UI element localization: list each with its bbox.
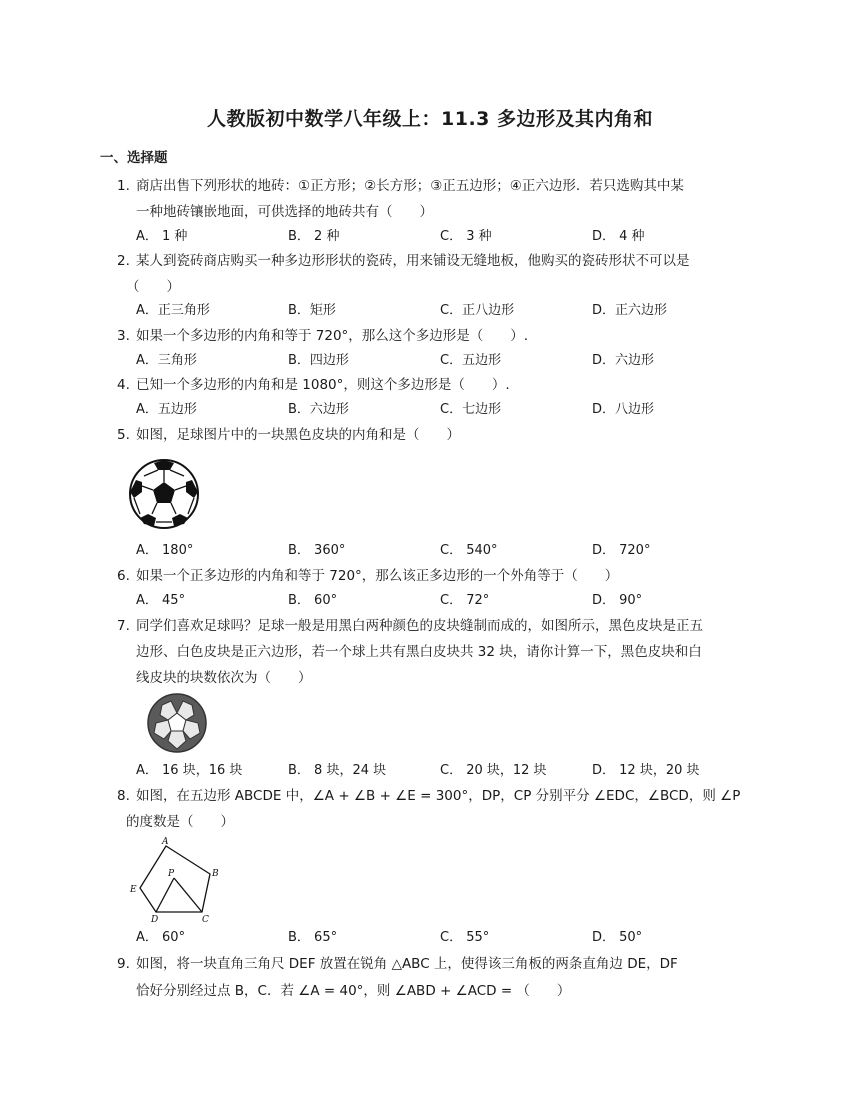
option-c: C． 20 块，12 块 bbox=[440, 763, 547, 778]
option-d: D． 12 块，20 块 bbox=[592, 763, 700, 778]
soccer-ball-figure bbox=[128, 458, 200, 530]
question-number: 8. bbox=[117, 788, 130, 804]
page-title: 人教版初中数学八年级上：11.3 多边形及其内角和 bbox=[207, 108, 653, 130]
option-b: B． 2 种 bbox=[288, 229, 340, 244]
option-a: A． 60° bbox=[136, 930, 186, 945]
question-text: （ ） bbox=[126, 279, 180, 295]
label-p: P bbox=[168, 869, 175, 879]
question-number: 5. bbox=[117, 427, 130, 443]
option-a: A．正三角形 bbox=[136, 303, 210, 318]
option-d: D． 90° bbox=[592, 593, 643, 608]
label-a: A bbox=[162, 837, 169, 847]
option-a: A．五边形 bbox=[136, 402, 197, 417]
question-text: 已知一个多边形的内角和是 1080°，则这个多边形是（ ）. bbox=[136, 377, 510, 393]
option-b: B． 60° bbox=[288, 593, 338, 608]
section-heading: 一、选择题 bbox=[100, 150, 168, 166]
question-text: 线皮块的块数依次为（ ） bbox=[136, 670, 312, 686]
option-c: C．五边形 bbox=[440, 353, 502, 368]
option-b: B．六边形 bbox=[288, 402, 349, 417]
question-text: 如图，足球图片中的一块黑色皮块的内角和是（ ） bbox=[136, 427, 460, 443]
option-d: D． 50° bbox=[592, 930, 643, 945]
label-b: B bbox=[212, 869, 219, 879]
option-a: A．三角形 bbox=[136, 353, 197, 368]
option-d: D．六边形 bbox=[592, 353, 655, 368]
option-c: C．七边形 bbox=[440, 402, 502, 417]
question-text: 的度数是（ ） bbox=[126, 814, 234, 830]
question-text: 如果一个多边形的内角和等于 720°，那么这个多边形是（ ）. bbox=[136, 328, 529, 344]
option-a: A． 1 种 bbox=[136, 229, 188, 244]
option-b: B． 360° bbox=[288, 543, 346, 558]
option-c: C． 3 种 bbox=[440, 229, 492, 244]
label-e: E bbox=[130, 885, 137, 895]
question-number: 7. bbox=[117, 618, 130, 634]
question-number: 9. bbox=[117, 956, 130, 972]
label-d: D bbox=[151, 915, 159, 922]
question-text: 恰好分别经过点 B，C．若 ∠A = 40°，则 ∠ABD + ∠ACD = （ ） bbox=[136, 983, 571, 999]
question-number: 2. bbox=[117, 253, 130, 269]
option-a: A． 16 块，16 块 bbox=[136, 763, 243, 778]
option-c: C． 72° bbox=[440, 593, 490, 608]
question-text: 某人到瓷砖商店购买一种多边形形状的瓷砖，用来铺设无缝地板，他购买的瓷砖形状不可以是 bbox=[136, 253, 690, 269]
soccer-ball-figure-gray bbox=[146, 693, 208, 753]
option-c: C． 55° bbox=[440, 930, 490, 945]
question-text: 商店出售下列形状的地砖：①正方形；②长方形；③正五边形；④正六边形．若只选购其中某 bbox=[136, 178, 684, 194]
option-c: C． 540° bbox=[440, 543, 498, 558]
question-text: 同学们喜欢足球吗？足球一般是用黑白两种颜色的皮块缝制而成的，如图所示，黑色皮块是正五 bbox=[136, 618, 703, 634]
question-number: 4. bbox=[117, 377, 130, 393]
option-d: D． 720° bbox=[592, 543, 651, 558]
option-d: D．正六边形 bbox=[592, 303, 668, 318]
question-number: 6. bbox=[117, 568, 130, 584]
question-text: 边形、白色皮块是正六边形，若一个球上共有黑白皮块共 32 块，请你计算一下，黑色皮块和白 bbox=[136, 644, 702, 660]
question-text: 如图，将一块直角三角尺 DEF 放置在锐角 △ABC 上，使得该三角板的两条直角边 DE，DF bbox=[136, 956, 678, 972]
option-b: B．矩形 bbox=[288, 303, 336, 318]
question-number: 1. bbox=[117, 178, 130, 194]
label-c: C bbox=[202, 915, 209, 922]
question-text: 如果一个正多边形的内角和等于 720°，那么该正多边形的一个外角等于（ ） bbox=[136, 568, 619, 584]
question-number: 3. bbox=[117, 328, 130, 344]
question-text: 如图，在五边形 ABCDE 中，∠A + ∠B + ∠E = 300°，DP，CP 分别平分 ∠EDC，∠BCD，则 ∠P bbox=[136, 788, 741, 804]
option-b: B．四边形 bbox=[288, 353, 349, 368]
option-a: A． 45° bbox=[136, 593, 186, 608]
option-d: D．八边形 bbox=[592, 402, 655, 417]
option-b: B． 65° bbox=[288, 930, 338, 945]
option-d: D． 4 种 bbox=[592, 229, 645, 244]
option-a: A． 180° bbox=[136, 543, 194, 558]
pentagon-figure bbox=[126, 836, 226, 922]
option-c: C．正八边形 bbox=[440, 303, 515, 318]
option-b: B． 8 块，24 块 bbox=[288, 763, 387, 778]
question-text: 一种地砖镶嵌地面，可供选择的地砖共有（ ） bbox=[136, 204, 433, 220]
